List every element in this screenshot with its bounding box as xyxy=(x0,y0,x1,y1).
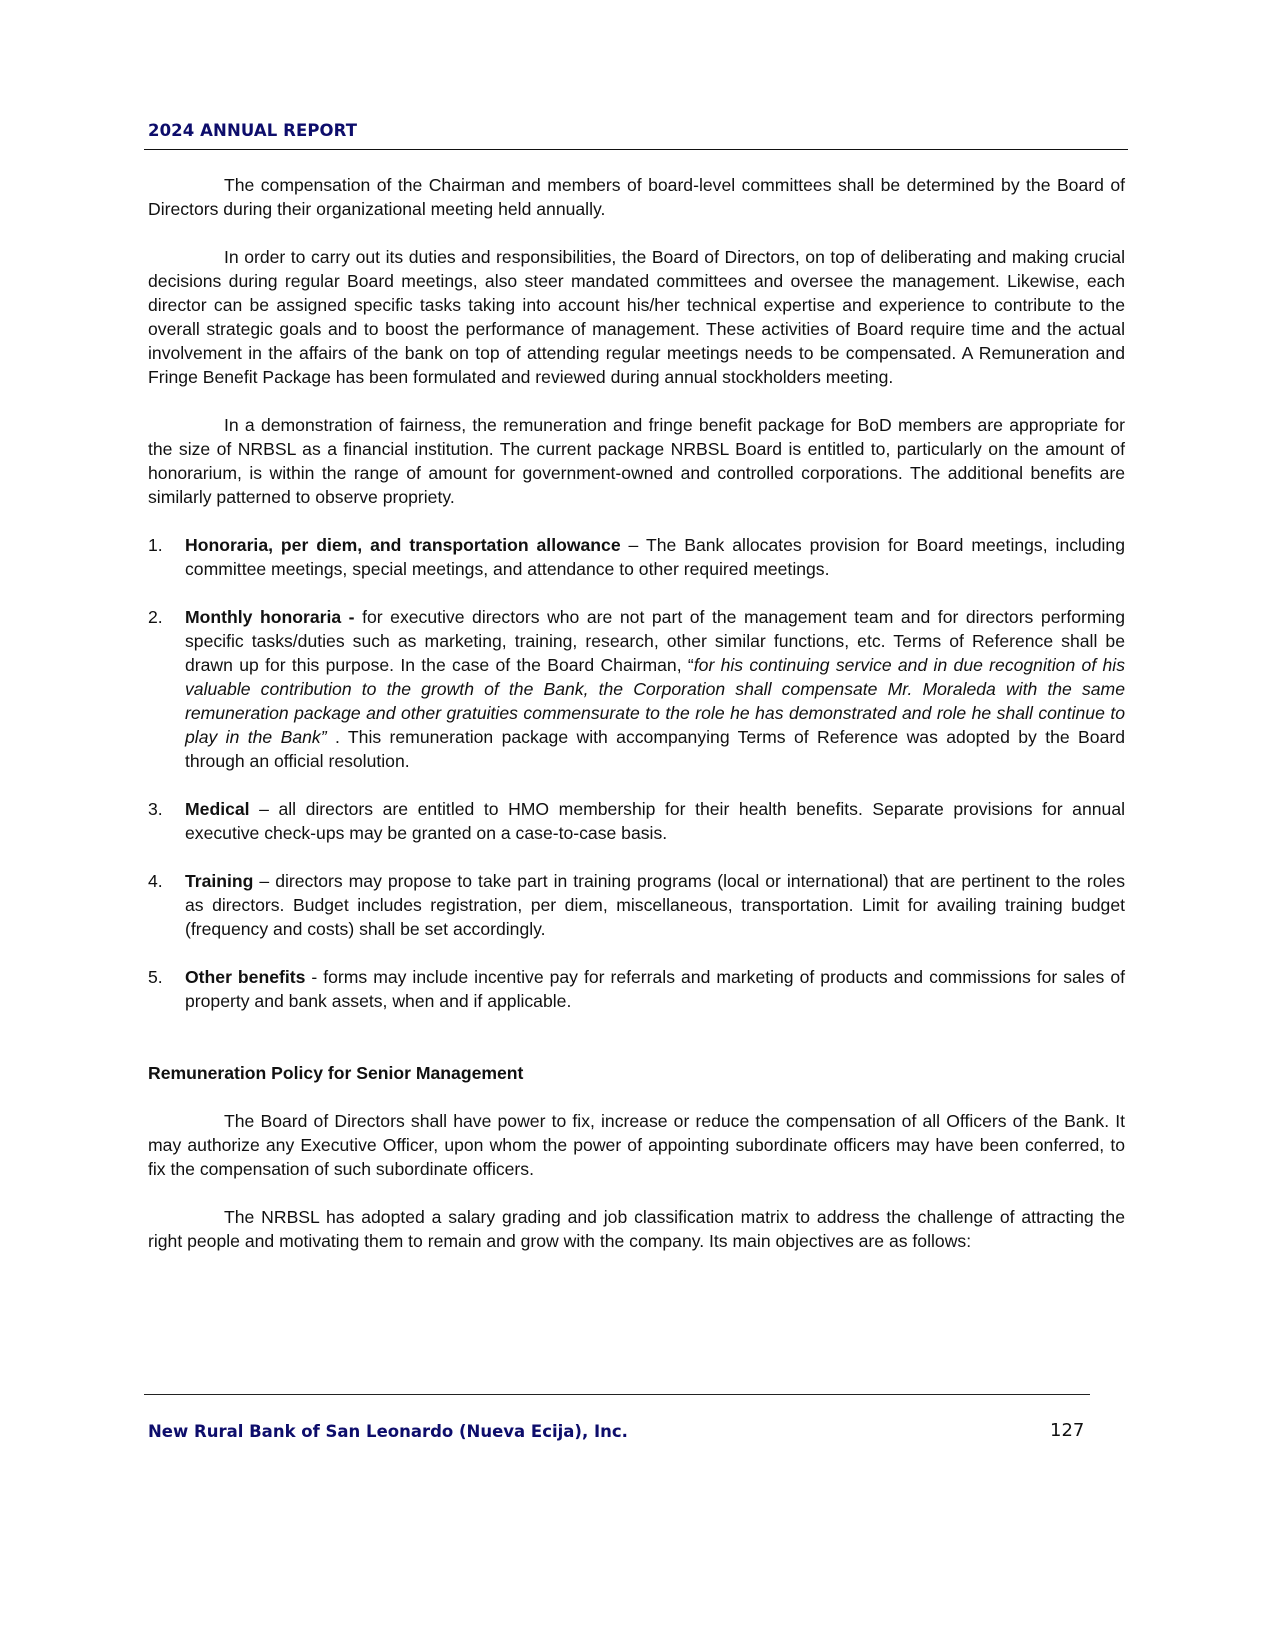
benefit-text: directors may propose to take part in training programs (local or international) that are pertinent to the roles as directors. Budget includes registration, per diem, miscellaneous, transportation. Limit for availing training budget (frequency and costs) shall be set accordingly. xyxy=(185,871,1125,939)
paragraph-salary-grading: The NRBSL has adopted a salary grading and job classification matrix to address the challenge of attracting the right people and motivating them to remain and grow with the company. Its main objectives are as follows: xyxy=(148,1207,1125,1251)
paragraph-fairness: In a demonstration of fairness, the remuneration and fringe benefit package for BoD members are appropriate for the size of NRBSL as a financial institution. The current package NRBSL Board is entitled to, particularly on the amount of honorarium, is within the range of amount for government-owned and controlled corporations. The additional benefits are similarly patterned to observe propriety. xyxy=(148,415,1125,507)
list-item xyxy=(148,965,1125,1013)
section-heading-senior-management: Remuneration Policy for Senior Management xyxy=(148,1063,524,1083)
benefit-title: Honoraria, per diem, and transportation allowance xyxy=(185,535,621,555)
report-header-title: 2024 ANNUAL REPORT xyxy=(148,121,358,140)
benefit-title: Medical xyxy=(185,799,250,819)
list-number: 1. xyxy=(148,535,163,555)
list-item xyxy=(148,797,1125,845)
benefit-title: Training xyxy=(185,871,254,891)
page-number: 127 xyxy=(1050,1420,1085,1441)
separator: – xyxy=(253,871,276,891)
separator: – xyxy=(249,799,279,819)
list-item xyxy=(148,869,1125,941)
benefit-text-after: . This remuneration package with accompanying Terms of Reference was adopted by the Board through an official resolution. xyxy=(185,727,1126,771)
separator xyxy=(355,607,363,627)
header-divider xyxy=(144,149,1128,150)
footer-divider xyxy=(144,1394,1090,1395)
benefit-title: Other benefits xyxy=(185,967,306,987)
benefits-list xyxy=(148,533,1125,1013)
chairman-quote: for his continuing service and in due recognition of his valuable contribution to the growth of the Bank, the Corporation shall compensate Mr. Moraleda with the same remuneration package and other gratuities commensurate to the role he has demonstrated and role he shall continue to play in the Bank” xyxy=(185,655,1125,747)
list-number: 2. xyxy=(148,607,163,627)
list-item xyxy=(148,605,1125,773)
list-number: 3. xyxy=(148,799,163,819)
paragraph-chairman-compensation: The compensation of the Chairman and members of board-level committees shall be determined by the Board of Directors during their organizational meeting held annually. xyxy=(148,175,1125,219)
list-item xyxy=(148,533,1125,581)
footer-organization: New Rural Bank of San Leonardo (Nueva Ecija), Inc. xyxy=(148,1422,628,1441)
list-number: 4. xyxy=(148,871,163,891)
separator: - xyxy=(305,967,324,987)
benefit-title: Monthly honoraria - xyxy=(185,607,355,627)
paragraph-board-duties: In order to carry out its duties and responsibilities, the Board of Directors, on top of deliberating and making crucial decisions during regular Board meetings, also steer mandated committees and oversee the management. Likewise, each director can be assigned specific tasks taking into account his/her technical expertise and experience to contribute to the overall strategic goals and to boost the performance of management. These activities of Board require time and the actual involvement in the affairs of the bank on top of attending regular meetings needs to be compensated. A Remuneration and Fringe Benefit Package has been formulated and reviewed during annual stockholders meeting. xyxy=(148,247,1125,387)
list-number: 5. xyxy=(148,967,163,987)
benefit-text: all directors are entitled to HMO membership for their health benefits. Separate provisions for annual executive check-ups may be granted on a case-to-case basis. xyxy=(185,799,1126,843)
benefit-text: forms may include incentive pay for referrals and marketing of products and commissions for sales of property and bank assets, when and if applicable. xyxy=(185,967,1125,1011)
paragraph-officer-compensation: The Board of Directors shall have power to fix, increase or reduce the compensation of all Officers of the Bank. It may authorize any Executive Officer, upon whom the power of appointing subordinate officers may have been conferred, to fix the compensation of such subordinate officers. xyxy=(148,1111,1125,1179)
benefit-text: for executive directors who are not part of the management team and for directors performing specific tasks/duties such as marketing, training, research, other similar functions, etc. Terms of Reference shall be drawn up for this purpose. In the case of the Board Chairman, “ xyxy=(185,607,1125,675)
page-body xyxy=(148,173,1125,1277)
separator: – xyxy=(620,535,646,555)
benefit-text: The Bank allocates provision for Board meetings, including committee meetings, special meetings, and attendance to other required meetings. xyxy=(185,535,1125,579)
